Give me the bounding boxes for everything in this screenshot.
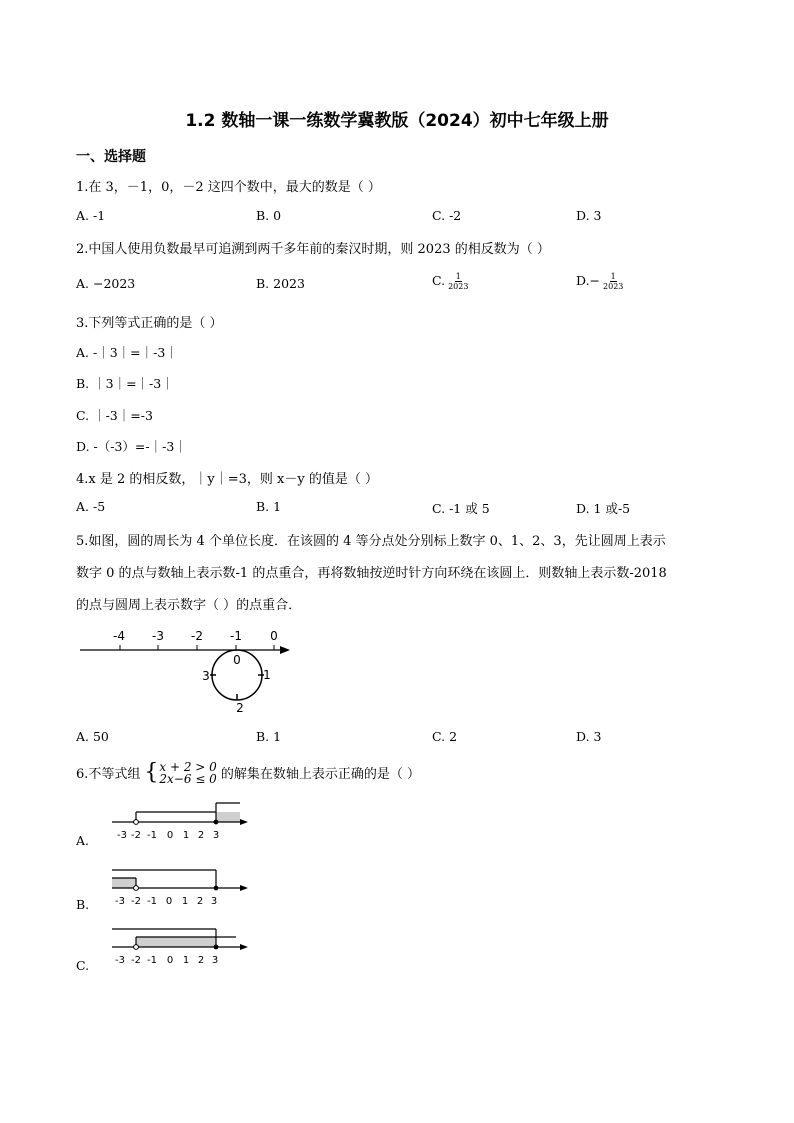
circle-label-2: 2: [236, 701, 244, 715]
q2-option-d-letter: D.−: [576, 273, 601, 288]
axis-tick-label: -2: [131, 830, 141, 841]
axis-tick-label: -1: [147, 830, 157, 841]
q4-option-c[interactable]: C. -1 或 5: [432, 501, 490, 516]
circle-label-1: 1: [263, 668, 271, 682]
q5-option-a[interactable]: A. 50: [76, 729, 109, 744]
brace-icon: {: [144, 760, 159, 785]
axis-tick-label: -1: [147, 896, 157, 907]
fraction-numerator: 1: [455, 272, 461, 281]
question-2-stem: 2.中国人使用负数最早可追溯到两千多年前的秦汉时期，则 2023 的相反数为（ ）: [76, 242, 550, 257]
axis-tick-label: -2: [131, 896, 141, 907]
q1-option-a[interactable]: A. -1: [76, 208, 106, 223]
axis-tick-label: 3: [212, 830, 220, 841]
q3-option-a[interactable]: A. -｜3｜=｜-3｜: [76, 345, 178, 360]
question-5-stem-line-1: 5.如图，圆的周长为 4 个单位长度．在该圆的 4 等分点处分别标上数字 0、1、2、3，先让圆周上表示: [76, 534, 666, 549]
q6-option-a-label[interactable]: A.: [76, 833, 90, 848]
q2-option-c-fraction: [448, 272, 468, 291]
q4-option-b[interactable]: B. 1: [256, 499, 282, 514]
axis-tick-label: -2: [131, 955, 141, 966]
q2-option-b[interactable]: B. 2023: [256, 276, 305, 291]
axis-tick-label: 2: [197, 955, 205, 966]
q2-option-d-fraction: [603, 272, 623, 291]
q4-option-a[interactable]: A. -5: [76, 499, 106, 514]
q4-option-d[interactable]: D. 1 或-5: [576, 501, 631, 516]
axis-tick-label: -3: [115, 955, 125, 966]
axis-tick-label: 0: [165, 896, 173, 907]
q2-option-a[interactable]: A. −2023: [76, 276, 136, 291]
q6-stem-suffix: 的解集在数轴上表示正确的是（ ）: [220, 767, 420, 782]
q6-option-a-number-line[interactable]: [106, 800, 250, 850]
q2-option-d[interactable]: [576, 272, 623, 291]
axis-tick-label: 3: [211, 955, 219, 966]
question-5-stem-line-2: 数字 0 的点与数轴上表示数-1 的点重合，再将数轴按逆时针方向环绕在该圆上．则数轴上表示数-2018: [76, 566, 667, 581]
fraction-numerator: 1: [610, 272, 616, 281]
q5-circle: [202, 650, 271, 715]
q5-option-d[interactable]: D. 3: [576, 729, 602, 744]
section-heading: 一、选择题: [76, 149, 146, 165]
fraction-denominator: 2023: [603, 282, 624, 291]
axis-tick-label: -2: [191, 629, 203, 643]
q3-option-c[interactable]: C. ｜-3｜=-3: [76, 408, 153, 423]
q5-number-line-circle-figure: [70, 622, 310, 722]
q3-option-d[interactable]: D. -（-3）=-｜-3｜: [76, 439, 187, 454]
q2-option-c[interactable]: [432, 272, 468, 291]
question-6-stem: [76, 760, 420, 785]
arrow-right-icon: [240, 819, 248, 825]
q1-option-b[interactable]: B. 0: [256, 208, 282, 223]
arrow-right-icon: [240, 944, 248, 950]
axis-tick-label: 0: [166, 955, 174, 966]
axis-tick-label: 1: [182, 955, 190, 966]
question-5-stem-line-3: 的点与圆周上表示数字（ ）的点重合．: [76, 598, 302, 613]
q6-option-c-label[interactable]: C.: [76, 958, 90, 973]
q1-option-d[interactable]: D. 3: [576, 208, 602, 223]
page-title: 1.2 数轴一课一练数学冀教版（2024）初中七年级上册: [185, 111, 609, 131]
question-4-stem: 4.x 是 2 的相反数，｜y｜=3，则 x－y 的值是（ ）: [76, 472, 378, 487]
q6-option-b-label[interactable]: B.: [76, 897, 90, 912]
q6-stem-prefix: 6.不等式组: [76, 767, 141, 782]
axis-tick-label: -1: [147, 955, 157, 966]
q1-option-c[interactable]: C. -2: [432, 208, 462, 223]
q6-option-c-number-line[interactable]: [106, 926, 250, 976]
q5-option-b[interactable]: B. 1: [256, 729, 282, 744]
axis-tick-label: -3: [117, 830, 127, 841]
axis-tick-label: -4: [113, 629, 125, 643]
q5-option-c[interactable]: C. 2: [432, 729, 458, 744]
question-3-stem: 3.下列等式正确的是（ ）: [76, 316, 223, 331]
axis-tick-label: -3: [152, 629, 164, 643]
circle-label-0: 0: [233, 653, 241, 667]
q5-number-line: [80, 629, 290, 654]
q6-inequality-system: [144, 760, 216, 785]
axis-tick-label: -3: [115, 896, 125, 907]
q3-option-b[interactable]: B. ｜3｜=｜-3｜: [76, 376, 174, 391]
axis-tick-label: 2: [196, 896, 204, 907]
circle-label-3: 3: [202, 669, 210, 683]
axis-tick-label: 2: [197, 830, 205, 841]
axis-tick-label: 0: [166, 830, 174, 841]
axis-tick-label: 0: [270, 629, 278, 643]
question-1-stem: 1.在 3，－1，0，－2 这四个数中，最大的数是（ ）: [76, 180, 381, 195]
inequality-line-1: x + 2 > 0: [159, 759, 217, 774]
axis-tick-label: 3: [210, 896, 218, 907]
fraction-denominator: 2023: [448, 282, 469, 291]
arrow-right-icon: [280, 646, 290, 654]
q6-option-b-number-line[interactable]: [106, 866, 250, 916]
inequality-line-2: 2x−6 ≤ 0: [159, 771, 217, 786]
axis-tick-label: -1: [230, 629, 242, 643]
axis-tick-label: 1: [181, 896, 189, 907]
q2-option-c-letter: C.: [432, 273, 446, 288]
axis-tick-label: 1: [182, 830, 190, 841]
arrow-right-icon: [240, 885, 248, 891]
